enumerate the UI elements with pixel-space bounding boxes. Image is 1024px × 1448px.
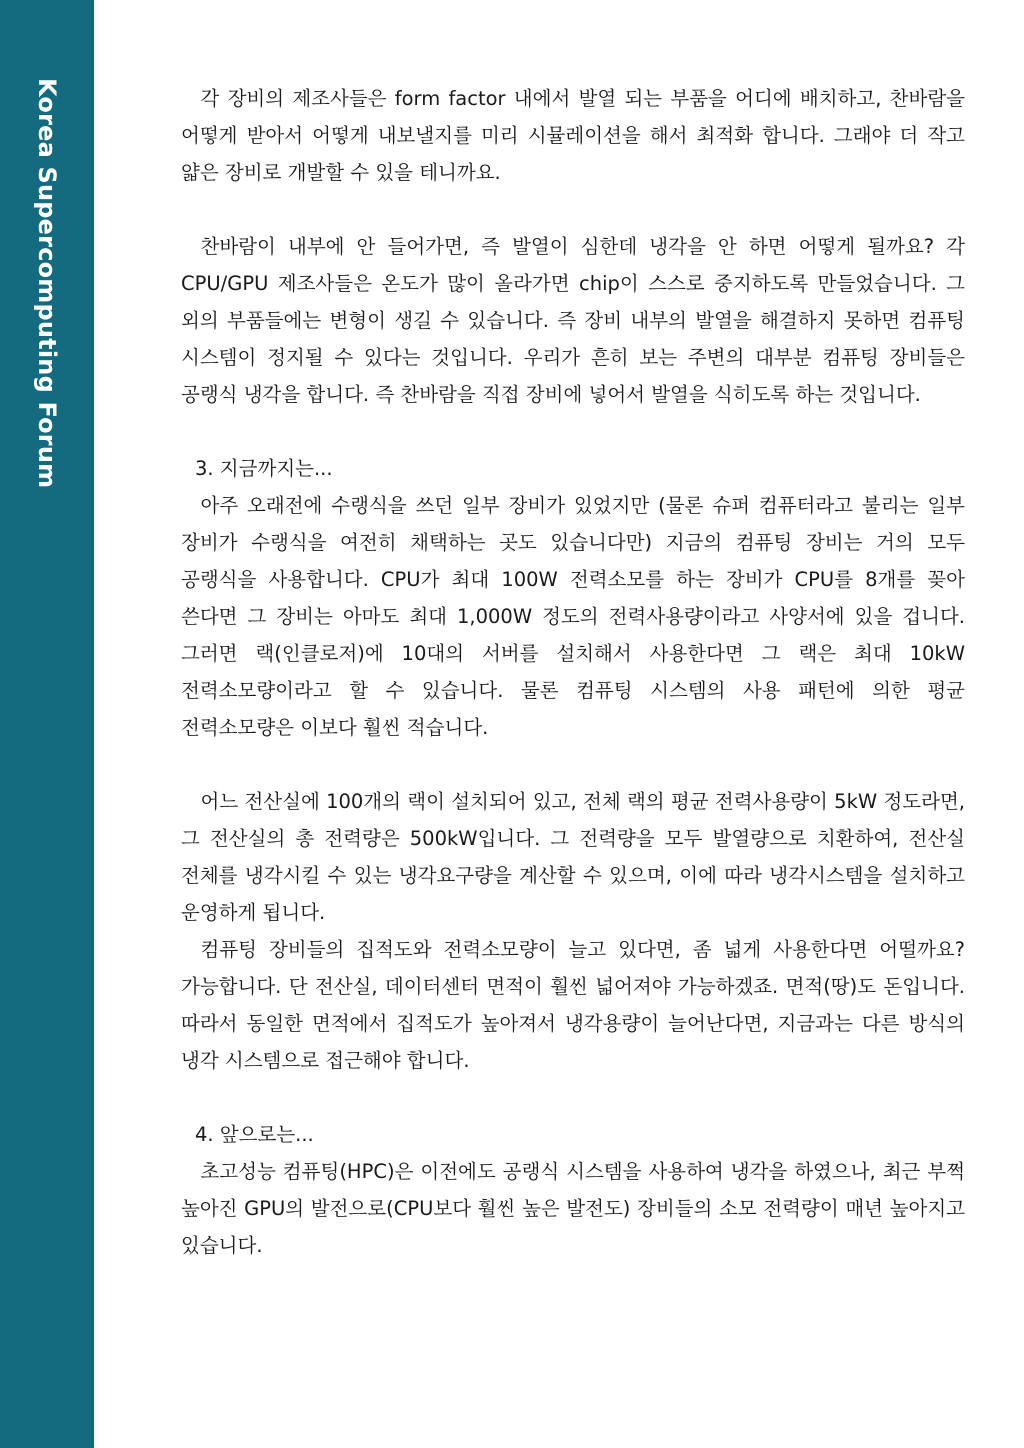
section-heading-4: 4. 앞으로는... <box>195 1123 314 1146</box>
document-body <box>181 80 965 1264</box>
paragraph-datacenter-power: 어느 전산실에 100개의 랙이 설치되어 있고, 전체 랙의 평균 전력사용량이 5kW 정도라면, 그 전산실의 총 전력량은 500kW입니다. 그 전력량을 모두 발열량으로 치환하여, 전산실 전체를 냉각시킬 수 있는 냉각요구량을 계산할 수 있으며, 이에 따라 냉각시스템을 설치하고 운영하게 됩니다. <box>181 790 965 924</box>
section-heading-3: 3. 지금까지는... <box>195 457 333 480</box>
sidebar-title: Korea Supercomputing Forum <box>33 78 61 489</box>
paragraph-no-cooling: 찬바람이 내부에 안 들어가면, 즉 발열이 심한데 냉각을 안 하면 어떻게 될까요? 각 CPU/GPU 제조사들은 온도가 많이 올라가면 chip이 스스로 중지하도록 만들었습니다. 그 외의 부품들에는 변형이 생길 수 있습니다. 즉 장비 내부의 발열을 해결하지 못하면 컴퓨팅 시스템이 정지될 수 있다는 것입니다. 우리가 흔히 보는 주변의 대부분 컴퓨팅 장비들은 공랭식 냉각을 합니다. 즉 찬바람을 직접 장비에 넣어서 발열을 식히도록 하는 것입니다. <box>181 235 965 406</box>
paragraph-hpc-future: 초고성능 컴퓨팅(HPC)은 이전에도 공랭식 시스템을 사용하여 냉각을 하였으나, 최근 부쩍 높아진 GPU의 발전으로(CPU보다 훨씬 높은 발전도) 장비들의 소모 전력량이 매년 높아지고 있습니다. <box>181 1160 965 1257</box>
paragraph-gap <box>181 413 965 450</box>
paragraph-gap <box>181 1079 965 1116</box>
paragraph-design-optimization: 각 장비의 제조사들은 form factor 내에서 발열 되는 부품을 어디에 배치하고, 찬바람을 어떻게 받아서 어떻게 내보낼지를 미리 시뮬레이션을 해서 최적화 합니다. 그래야 더 작고 얇은 장비로 개발할 수 있을 테니까요. <box>181 87 965 184</box>
paragraph-density: 컴퓨팅 장비들의 집적도와 전력소모량이 늘고 있다면, 좀 넓게 사용한다면 어떨까요? 가능합니다. 단 전산실, 데이터센터 면적이 훨씬 넓어져야 가능하겠죠. 면적(땅)도 돈입니다. 따라서 동일한 면적에서 집적도가 높아져서 냉각용량이 늘어난다면, 지금과는 다른 방식의 냉각 시스템으로 접근해야 합니다. <box>181 938 965 1072</box>
paragraph-gap <box>181 191 965 228</box>
sidebar <box>0 0 94 1448</box>
paragraph-air-cooling-history: 아주 오래전에 수랭식을 쓰던 일부 장비가 있었지만 (물론 슈퍼 컴퓨터라고 불리는 일부 장비가 수랭식을 여전히 채택하는 곳도 있습니다만) 지금의 컴퓨팅 장비는 거의 모두 공랭식을 사용합니다. CPU가 최대 100W 전력소모를 하는 장비가 CPU를 8개를 꽂아 쓴다면 그 장비는 아마도 최대 1,000W 정도의 전력사용량이라고 사양서에 있을 겁니다. 그러면 랙(인클로저)에 10대의 서버를 설치해서 사용한다면 그 랙은 최대 10kW 전력소모량이라고 할 수 있습니다. 물론 컴퓨팅 시스템의 사용 패턴에 의한 평균 전력소모량은 이보다 훨씬 적습니다. <box>181 494 965 739</box>
paragraph-gap <box>181 746 965 783</box>
